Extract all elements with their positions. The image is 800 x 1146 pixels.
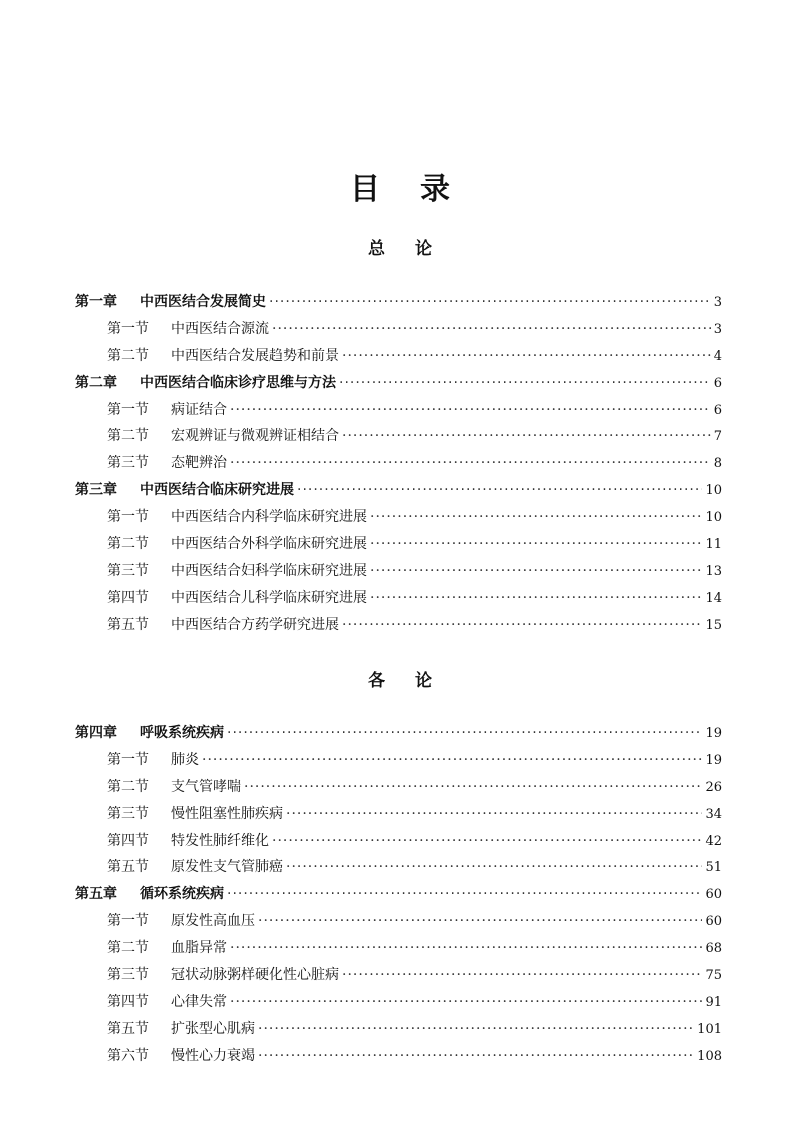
entry-label: 第三节 [107, 562, 149, 579]
toc-section-entry[interactable] [75, 450, 722, 477]
entry-page-number: 26 [705, 779, 722, 795]
dot-leader [227, 720, 702, 747]
dot-leader [230, 397, 711, 424]
entry-page-number: 6 [713, 375, 722, 391]
entry-label: 第一节 [107, 401, 149, 418]
entry-title: 特发性肺纤维化 [171, 832, 269, 849]
entry-page-number: 19 [705, 752, 722, 768]
dot-leader [286, 854, 702, 881]
entry-page-number: 108 [697, 1048, 722, 1064]
entry-title: 扩张型心肌病 [171, 1020, 255, 1037]
entry-page-number: 8 [713, 456, 722, 472]
entry-label: 第二节 [107, 347, 149, 364]
entry-page-number: 42 [705, 833, 722, 849]
dot-leader [202, 747, 702, 774]
toc-section-entry[interactable] [75, 585, 722, 612]
entry-page-number: 15 [705, 617, 722, 633]
toc-section-entry[interactable] [75, 343, 722, 370]
dot-leader [370, 531, 702, 558]
entry-label: 第三节 [107, 455, 149, 472]
entry-label: 第二节 [107, 778, 149, 795]
entry-label: 第一章 [75, 294, 117, 310]
entry-title: 中西医结合妇科学临床研究进展 [171, 562, 367, 579]
entry-label: 第二节 [107, 536, 149, 553]
entry-page-number: 6 [713, 402, 722, 418]
entry-title: 肺炎 [171, 751, 199, 768]
entry-label: 第一节 [107, 320, 149, 337]
dot-leader [244, 774, 702, 801]
entry-page-number: 60 [705, 887, 722, 903]
page-title: 目录 [350, 172, 490, 207]
entry-title: 慢性阻塞性肺疾病 [171, 805, 283, 822]
dot-leader [342, 962, 702, 989]
toc-section-entry[interactable] [75, 935, 722, 962]
toc-section-entry[interactable] [75, 423, 722, 450]
toc-section-entry[interactable] [75, 504, 722, 531]
dot-leader [272, 316, 711, 343]
entry-page-number: 10 [705, 510, 722, 526]
entry-page-number: 51 [705, 860, 722, 876]
toc-section-entry[interactable] [75, 531, 722, 558]
dot-leader [297, 477, 702, 504]
entry-title: 循环系统疾病 [140, 886, 224, 903]
dot-leader [230, 935, 702, 962]
entry-title: 中西医结合儿科学临床研究进展 [171, 589, 367, 606]
entry-page-number: 91 [705, 994, 722, 1010]
dot-leader [370, 585, 702, 612]
entry-label: 第五节 [107, 859, 149, 876]
entry-label: 第四章 [75, 725, 117, 741]
entry-page-number: 4 [713, 348, 722, 364]
entry-label: 第二节 [107, 428, 149, 445]
entry-label: 第四节 [107, 589, 149, 606]
entry-title: 原发性高血压 [171, 913, 255, 930]
dot-leader [272, 828, 702, 855]
toc-chapter-entry[interactable] [75, 720, 722, 747]
entry-title: 中西医结合内科学临床研究进展 [171, 509, 367, 526]
toc-list-general [75, 289, 722, 639]
dot-leader [258, 908, 702, 935]
dot-leader [269, 289, 711, 316]
dot-leader [342, 423, 711, 450]
entry-page-number: 10 [705, 483, 722, 499]
dot-leader [370, 504, 702, 531]
entry-page-number: 101 [697, 1021, 722, 1037]
entry-label: 第三节 [107, 967, 149, 984]
toc-list-specific [75, 720, 722, 1070]
toc-section-entry[interactable] [75, 774, 722, 801]
entry-label: 第五节 [107, 616, 149, 633]
entry-label: 第六节 [107, 1047, 149, 1064]
toc-section-entry[interactable] [75, 1016, 722, 1043]
entry-page-number: 3 [713, 295, 722, 310]
entry-title: 态靶辨治 [171, 455, 227, 472]
toc-section-entry[interactable] [75, 854, 722, 881]
entry-title: 中西医结合发展简史 [140, 294, 266, 310]
entry-title: 中西医结合外科学临床研究进展 [171, 536, 367, 553]
dot-leader [230, 450, 711, 477]
entry-label: 第二章 [75, 374, 117, 391]
toc-section-entry[interactable] [75, 747, 722, 774]
dot-leader [342, 343, 711, 370]
toc-section-entry[interactable] [75, 908, 722, 935]
entry-title: 呼吸系统疾病 [140, 725, 224, 741]
entry-title: 原发性支气管肺癌 [171, 859, 283, 876]
toc-chapter-entry[interactable] [75, 477, 722, 504]
entry-page-number: 11 [705, 537, 722, 553]
entry-title: 中西医结合临床研究进展 [140, 482, 294, 499]
entry-label: 第三节 [107, 805, 149, 822]
entry-label: 第一节 [107, 751, 149, 768]
entry-page-number: 75 [705, 968, 722, 984]
entry-page-number: 13 [705, 563, 722, 579]
toc-section-entry[interactable] [75, 316, 722, 343]
entry-page-number: 60 [705, 914, 722, 930]
toc-chapter-entry[interactable] [75, 370, 722, 397]
entry-label: 第五节 [107, 1020, 149, 1037]
entry-title: 支气管哮喘 [171, 778, 241, 795]
entry-label: 第三章 [75, 482, 117, 499]
toc-section-entry[interactable] [75, 397, 722, 424]
entry-page-number: 7 [713, 429, 722, 445]
entry-title: 中西医结合临床诊疗思维与方法 [140, 374, 336, 391]
dot-leader [370, 558, 702, 585]
toc-section-entry[interactable] [75, 828, 722, 855]
dot-leader [258, 1016, 694, 1043]
entry-label: 第五章 [75, 886, 117, 903]
toc-section-entry[interactable] [75, 558, 722, 585]
toc-section-entry[interactable] [75, 801, 722, 828]
entry-label: 第一节 [107, 509, 149, 526]
toc-section-entry[interactable] [75, 962, 722, 989]
entry-title: 血脂异常 [171, 940, 227, 957]
toc-section-entry[interactable] [75, 989, 722, 1016]
entry-label: 第四节 [107, 832, 149, 849]
entry-page-number: 68 [705, 941, 722, 957]
entry-page-number: 19 [705, 726, 722, 741]
toc-chapter-entry[interactable] [75, 289, 722, 316]
dot-leader [339, 370, 711, 397]
toc-chapter-entry[interactable] [75, 881, 722, 908]
entry-label: 第二节 [107, 940, 149, 957]
toc-section-entry[interactable] [75, 612, 722, 639]
entry-title: 宏观辨证与微观辨证相结合 [171, 428, 339, 445]
dot-leader [342, 612, 702, 639]
entry-title: 中西医结合发展趋势和前景 [171, 347, 339, 364]
entry-page-number: 3 [713, 321, 722, 337]
entry-title: 中西医结合源流 [171, 320, 269, 337]
toc-section-entry[interactable] [75, 1043, 722, 1070]
entry-page-number: 14 [705, 590, 722, 606]
entry-title: 慢性心力衰竭 [171, 1047, 255, 1064]
entry-title: 病证结合 [171, 401, 227, 418]
dot-leader [286, 801, 702, 828]
dot-leader [230, 989, 702, 1016]
entry-title: 冠状动脉粥样硬化性心脏病 [171, 967, 339, 984]
entry-title: 中西医结合方药学研究进展 [171, 616, 339, 633]
dot-leader [258, 1043, 694, 1070]
entry-label: 第四节 [107, 993, 149, 1010]
part-heading-general: 总论 [368, 239, 462, 259]
dot-leader [227, 881, 702, 908]
entry-label: 第一节 [107, 913, 149, 930]
entry-page-number: 34 [705, 806, 722, 822]
entry-title: 心律失常 [171, 993, 227, 1010]
part-heading-specific: 各论 [368, 671, 462, 691]
